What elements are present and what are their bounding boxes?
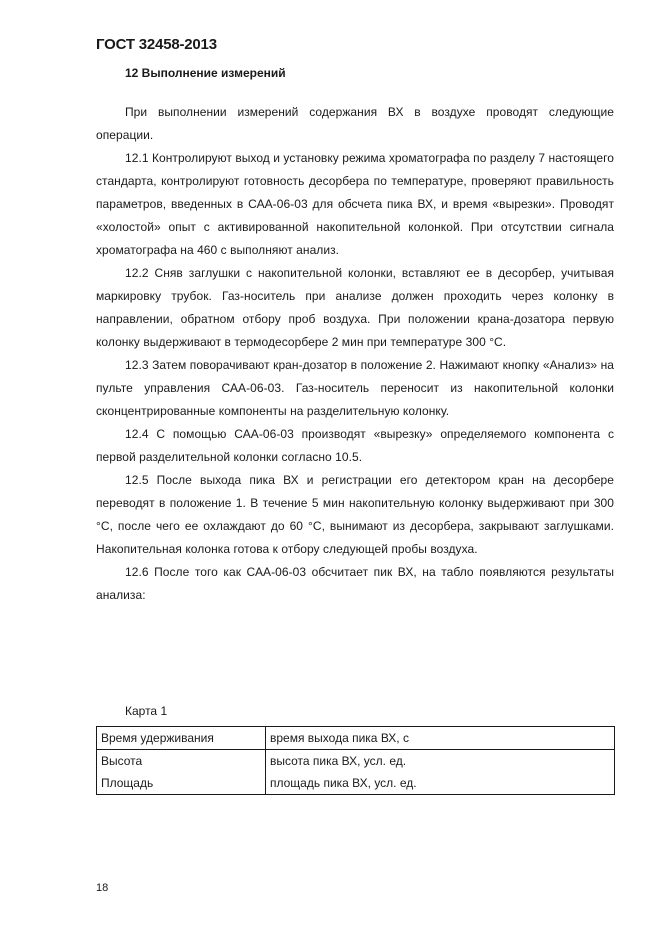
- paragraph-12-3: 12.3 Затем поворачивают кран-дозатор в положение 2. Нажимают кнопку «Анализ» на пульте управления САА-06-03. Газ-носитель переносит из накопительной колонки сконцентрированные компоненты на разделительную колонку.: [96, 358, 614, 418]
- param-cell: Высота: [97, 750, 266, 773]
- param-cell: Площадь: [97, 772, 266, 795]
- value-cell: высота пика ВХ, усл. ед.: [266, 750, 615, 773]
- paragraph-12-5: 12.5 После выхода пика ВХ и регистрации его детектором кран на десорбере переводят в положение 1. В течение 5 мин накопительную колонку выдерживают при 300 °С, после чего ее охлаждают до 60 °С, вынимают из десорбера, закрывают заглушками. Накопительная колонка готова к отбору следующей пробы воздуха.: [96, 473, 614, 556]
- table-caption: Карта 1: [125, 704, 168, 718]
- results-card-table: [96, 726, 615, 795]
- body-text: [96, 101, 614, 607]
- value-cell: площадь пика ВХ, усл. ед.: [266, 772, 615, 795]
- table-row: [97, 727, 615, 750]
- paragraph-intro: При выполнении измерений содержания ВХ в воздухе проводят следующие операции.: [96, 105, 614, 142]
- value-cell: время выхода пика ВХ, с: [266, 727, 615, 750]
- table-row: [97, 750, 615, 773]
- paragraph-12-4: 12.4 С помощью САА-06-03 производят «вырезку» определяемого компонента с первой разделительной колонки согласно 10.5.: [96, 427, 614, 464]
- document-header: ГОСТ 32458-2013: [96, 36, 217, 53]
- paragraph-12-6: 12.6 После того как САА-06-03 обсчитает пик ВХ, на табло появляются результаты анализа:: [96, 565, 614, 602]
- page-number: 18: [96, 882, 109, 894]
- section-title: 12 Выполнение измерений: [125, 66, 286, 80]
- paragraph-12-2: 12.2 Сняв заглушки с накопительной колонки, вставляют ее в десорбер, учитывая маркировку трубок. Газ-носитель при анализе должен проходить через колонку в направлении, обратном отбору проб воздуха. При положении крана-дозатора первую колонку выдерживают в термодесорбере 2 мин при температуре 300 °С.: [96, 266, 614, 349]
- param-cell: Время удерживания: [97, 727, 266, 750]
- table-row: [97, 772, 615, 795]
- paragraph-12-1: 12.1 Контролируют выход и установку режима хроматографа по разделу 7 настоящего стандарта, контролируют готовность десорбера по температуре, проверяют правильность параметров, введенных в САА-06-03 для обсчета пика ВХ, и время «вырезки». Проводят «холостой» опыт с активированной накопительной колонкой. При отсутствии сигнала хроматографа на 460 с выполняют анализ.: [96, 151, 614, 257]
